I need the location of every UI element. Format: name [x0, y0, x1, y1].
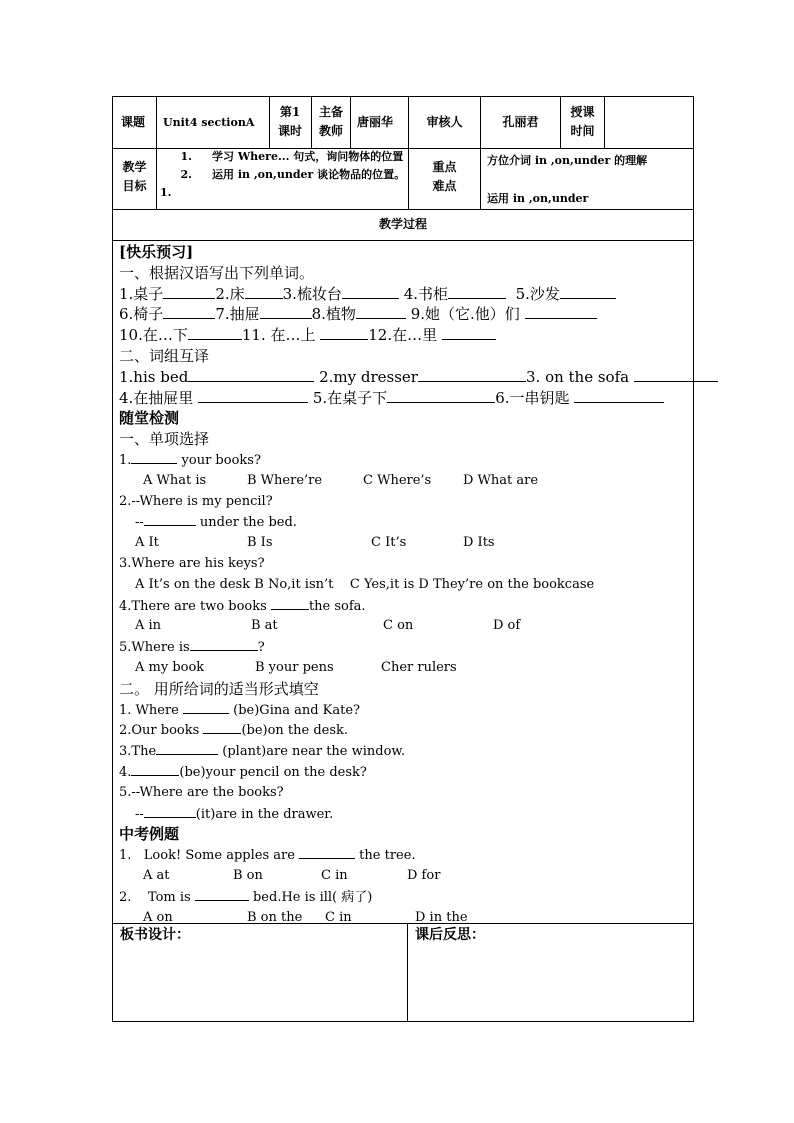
exam-question-2-options: A on B on the C in D in the [143, 909, 468, 925]
preview-heading: [快乐预习] [119, 243, 194, 261]
reflection-label: 课后反思： [415, 927, 485, 943]
col-divider [350, 96, 351, 148]
period-label: 第1 课时 [277, 105, 302, 138]
objective-2: 运用 in ,on,under 谈论物品的位置。 [212, 168, 406, 181]
reviewer-label: 审核人 [426, 115, 463, 129]
col-divider [156, 96, 157, 209]
question-3: 3.Where are his keys? [119, 555, 265, 571]
fill-5-answer: -- (it)are in the drawer. [119, 804, 691, 825]
exam-heading: 中考例题 [119, 825, 180, 844]
question-5: 5.Where is ? [119, 637, 691, 658]
question-1: 1. your books? [119, 450, 691, 471]
preview-part1-title: 一、根据汉语写出下列单词。 [119, 263, 315, 282]
exercise-body [119, 242, 691, 928]
fill-4: 4. (be)your pencil on the desk? [119, 762, 691, 783]
exam-question-2: 2. Tom is bed.He is ill( 病了) [119, 887, 691, 908]
test-part2-title: 二。 用所给词的适当形式填空 [119, 679, 319, 698]
question-4-options: A in B at C on D of [135, 618, 521, 634]
key-point: 方位介词 in ,on,under 的理解 [487, 154, 648, 167]
question-3-options: A It’s on the desk B No,it isn’t C Yes,it is D They’re on the bookcase [135, 576, 595, 592]
phrase-row-2: 4.在抽屉里 5.在桌子下 6.一串钥匙 [119, 388, 691, 409]
question-2-options: A It B Is C It’s D Its [135, 535, 495, 551]
vocab-row-3: 10.在…下 11. 在…上 12.在…里 [119, 325, 691, 346]
fill-3: 3.The (plant)are near the window. [119, 741, 691, 762]
fill-1: 1. Where (be)Gina and Kate? [119, 700, 691, 721]
row-divider [112, 209, 694, 210]
objectives-label: 教学 目标 [122, 160, 147, 193]
question-4: 4.There are two books the sofa. [119, 596, 691, 617]
key-difficult-label: 重点 难点 [432, 160, 457, 193]
board-design-label: 板书设计： [120, 927, 190, 943]
row-divider [112, 240, 694, 241]
question-2: 2.--Where is my pencil? [119, 493, 273, 509]
subject-label: 课题 [121, 115, 146, 129]
fill-5: 5.--Where are the books? [119, 784, 284, 800]
test-part1-title: 一、单项选择 [119, 430, 210, 449]
exam-question-1: 1. Look! Some apples are the tree. [119, 845, 691, 866]
question-5-options: A my book B your pens Cher rulers [135, 659, 457, 675]
vocab-row-2: 6.椅子 7.抽屉 8.植物 9.她（它.他）们 [119, 304, 691, 325]
question-1-options: A What is B Where’re C Where’s D What are [143, 472, 539, 488]
objective-1: 学习 Where... 句式，询问物体的位置 [212, 150, 404, 163]
teacher-name: 唐丽华 [357, 115, 394, 129]
exam-question-1-options: A at B on C in D for [143, 867, 441, 883]
question-2-answer: -- under the bed. [119, 512, 691, 533]
test-heading: 随堂检测 [119, 409, 180, 428]
phrase-row-1: 1.his bed 2.my dresser 3. on the sofa [119, 367, 691, 388]
date-label: 授课 时间 [570, 105, 595, 138]
subject-value: Unit4 sectionA [163, 116, 255, 129]
col-divider [407, 923, 408, 1022]
preview-part2-title: 二、词组互译 [119, 346, 210, 365]
reviewer-name: 孔丽君 [502, 115, 539, 129]
fill-2: 2.Our books (be)on the desk. [119, 720, 691, 741]
vocab-row-1: 1.桌子 2.床 3.梳妆台 4.书柜 5.沙发 [119, 284, 691, 305]
objectives-list: 1. 学习 Where... 句式，询问物体的位置 2. 运用 in ,on,under 谈论物品的位置。 1. [160, 150, 406, 199]
difficult-point: 运用 in ,on,under [487, 192, 589, 205]
teacher-label: 主备 教师 [318, 105, 343, 138]
col-divider [604, 96, 605, 148]
process-title: 教学过程 [378, 217, 427, 231]
